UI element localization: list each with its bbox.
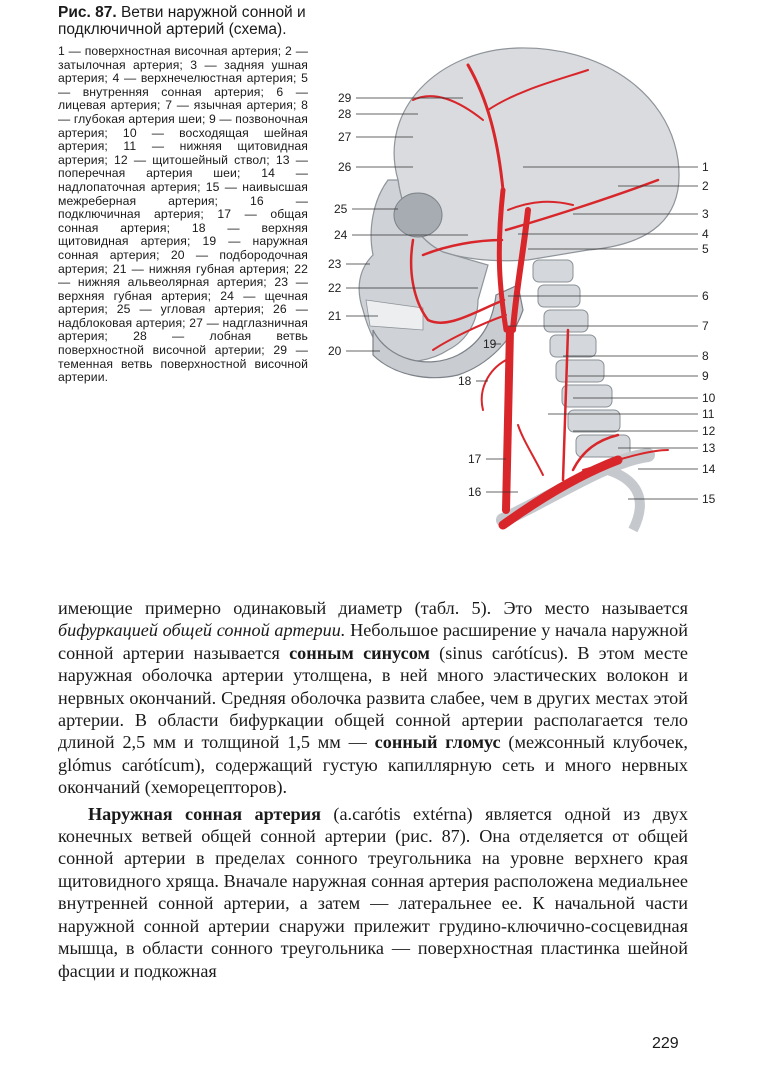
term-bifurcation: бифуркацией общей сонной артерии. — [58, 620, 346, 641]
callout-15: 15 — [702, 492, 716, 506]
inferior-thyroid-artery — [518, 425, 543, 475]
caption-heading — [58, 4, 308, 38]
callout-20: 20 — [328, 344, 342, 358]
term-external-carotid: Наружная сонная артерия — [88, 803, 321, 824]
anatomy-illustration — [318, 30, 728, 560]
callout-12: 12 — [702, 424, 716, 438]
callout-10: 10 — [702, 391, 716, 405]
callout-16: 16 — [468, 485, 482, 499]
term-carotid-sinus: сонным синусом — [289, 642, 430, 663]
paragraph-1 — [58, 597, 688, 799]
anatomy-svg — [318, 30, 728, 560]
callout-27: 27 — [338, 130, 352, 144]
callout-26: 26 — [338, 160, 352, 174]
callout-4: 4 — [702, 227, 709, 241]
body-text — [58, 597, 688, 982]
figure-legend: 1 — поверхностная височная артерия; 2 — затылочная артерия; 3 — задняя ушная артерия; 4 — верхнечелюстная артерия; 5 — внутренняя сонная артерия; 6 — лицевая артерия; 7 — язычная артерия; 8 — глубокая артерия шеи; 9 — позвоночная артерия; 10 — восходящая шейная артерия; 11 — нижняя щитовидная артерия; 12 — щитошейный ствол; 13 — поперечная артерия шеи; 14 — надлопаточная артерия; 15 — наивысшая межреберная артерия; 16 — подключичная артерия; 17 — общая сонная артерия; 18 — верхняя щитовидная артерия; 19 — наружная сонная артерия; 20 — подбородочная артерия; 21 — нижняя губная артерия; 22 — нижняя альвеолярная артерия; 23 — верхняя губная артерия; 24 — щечная артерия; 25 — угловая артерия; 26 — надблоковая артерия; 27 — надглазничная артерия; 28 — лобная ветвь поверхностной височной артерии; 29 — теменная ветвь поверхностной височной артерии. — [58, 44, 308, 385]
superior-thyroid-artery — [482, 360, 506, 410]
callout-19: 19 — [483, 337, 497, 351]
callout-23: 23 — [328, 257, 342, 271]
figure-label: Рис. 87. — [58, 4, 117, 21]
paragraph-2 — [58, 803, 688, 982]
callout-3: 3 — [702, 207, 709, 221]
p2-text-b: (a.carótis extérna) является одной из двух конечных ветвей общей сонной артерии (рис. 87). Она отделяется от общей сонной артерии в пределах сонного треугольника на уровне верхнего края щитовидного хряща. Вначале наружная сонная артерия расположена медиальнее внутренней сонной артерии, а затем — латеральнее ее. К начальной части наружной сонной артерии снаружи прилежит грудино-ключично-сосцевидная мышца, в области сонного треугольника — поверхностная пластинка шейной фасции и подкожная — [58, 803, 688, 981]
page-number: 229 — [652, 1035, 679, 1052]
callout-11: 11 — [702, 407, 715, 421]
common-carotid-artery — [506, 330, 510, 510]
term-carotid-glomus: сонный гломус — [374, 732, 501, 753]
callout-1: 1 — [702, 160, 709, 174]
p1-text-g: (межсонный клубочек, glómus carótícum), содержащий густую капиллярную сеть и много нервных окончаний (хеморецепторов). — [58, 732, 688, 798]
subclavian-artery — [503, 460, 618, 525]
p1-text-e: (sinus carótícus). В этом месте наружная оболочка артерии утолщена, в ней много эластических волокон и нервных окончаний. Средняя оболочка развита слабее, чем в других местах этой артерии. В области бифуркации общей сонной артерии располагается тело длиной 2,5 мм и толщиной 1,5 мм — — [58, 642, 688, 753]
callout-13: 13 — [702, 441, 716, 455]
callout-29: 29 — [338, 91, 352, 105]
callout-17: 17 — [468, 452, 482, 466]
callout-14: 14 — [702, 462, 716, 476]
first-rib — [608, 470, 640, 530]
p1-text-c: Небольшое расширение у начала наружной сонной артерии называется — [58, 620, 688, 663]
callout-6: 6 — [702, 289, 709, 303]
callout-8: 8 — [702, 349, 709, 363]
callout-9: 9 — [702, 369, 709, 383]
callout-7: 7 — [702, 319, 709, 333]
p1-text-a: имеющие примерно одинаковый диаметр (табл. 5). Это место называется — [58, 598, 688, 618]
callout-25: 25 — [334, 202, 348, 216]
callout-22: 22 — [328, 281, 342, 295]
eye-socket — [394, 193, 442, 237]
cervical-spine — [533, 260, 630, 457]
callout-24: 24 — [334, 228, 348, 242]
callout-21: 21 — [328, 309, 342, 323]
callout-18: 18 — [458, 374, 472, 388]
figure-caption — [58, 4, 308, 385]
callout-28: 28 — [338, 107, 352, 121]
callout-2: 2 — [702, 179, 709, 193]
figure-title: Ветви наружной сонной и подключичной артерий (схема). — [58, 4, 306, 38]
callout-5: 5 — [702, 242, 709, 256]
